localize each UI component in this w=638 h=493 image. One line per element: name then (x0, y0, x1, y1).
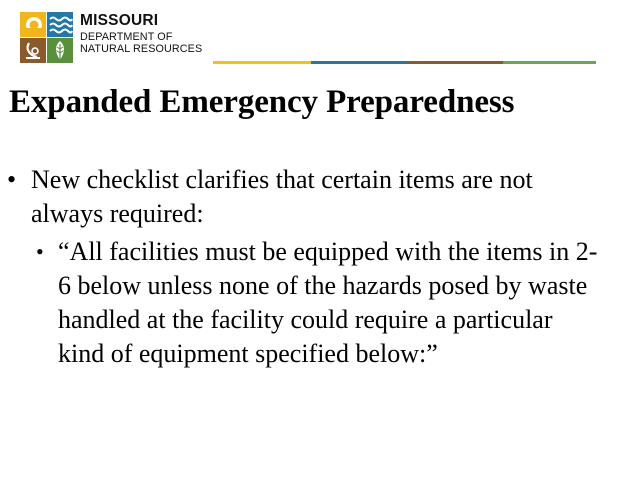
agency-name-line1: MISSOURI (80, 12, 159, 29)
stripe-green (503, 61, 596, 64)
agency-name (80, 13, 202, 57)
bullet-item (0, 163, 611, 231)
stripe-brown (407, 61, 503, 64)
leaf-icon (47, 38, 73, 63)
sub-bullet-item (0, 235, 598, 371)
slide-body (0, 163, 638, 371)
agency-logo (20, 12, 74, 64)
slide-title: Expanded Emergency Preparedness (9, 84, 515, 120)
bullet-text: New checklist clarifies that certain items are not always required: (31, 165, 533, 228)
stripe-yellow (213, 61, 311, 64)
bullet-marker: • (7, 165, 17, 194)
agency-name-line2: DEPARTMENT OF (80, 30, 173, 43)
stripe-blue (311, 61, 407, 64)
fossil-icon (20, 38, 46, 63)
agency-name-line3: NATURAL RESOURCES (80, 43, 203, 56)
sub-bullet-marker: • (36, 239, 44, 264)
sub-bullet-text: “All facilities must be equipped with the items in 2-6 below unless none of the hazards posed by waste handled at the facility could require a particular kind of equipment specified below:” (58, 237, 598, 368)
sun-icon (20, 12, 46, 37)
water-waves-icon (47, 12, 73, 37)
